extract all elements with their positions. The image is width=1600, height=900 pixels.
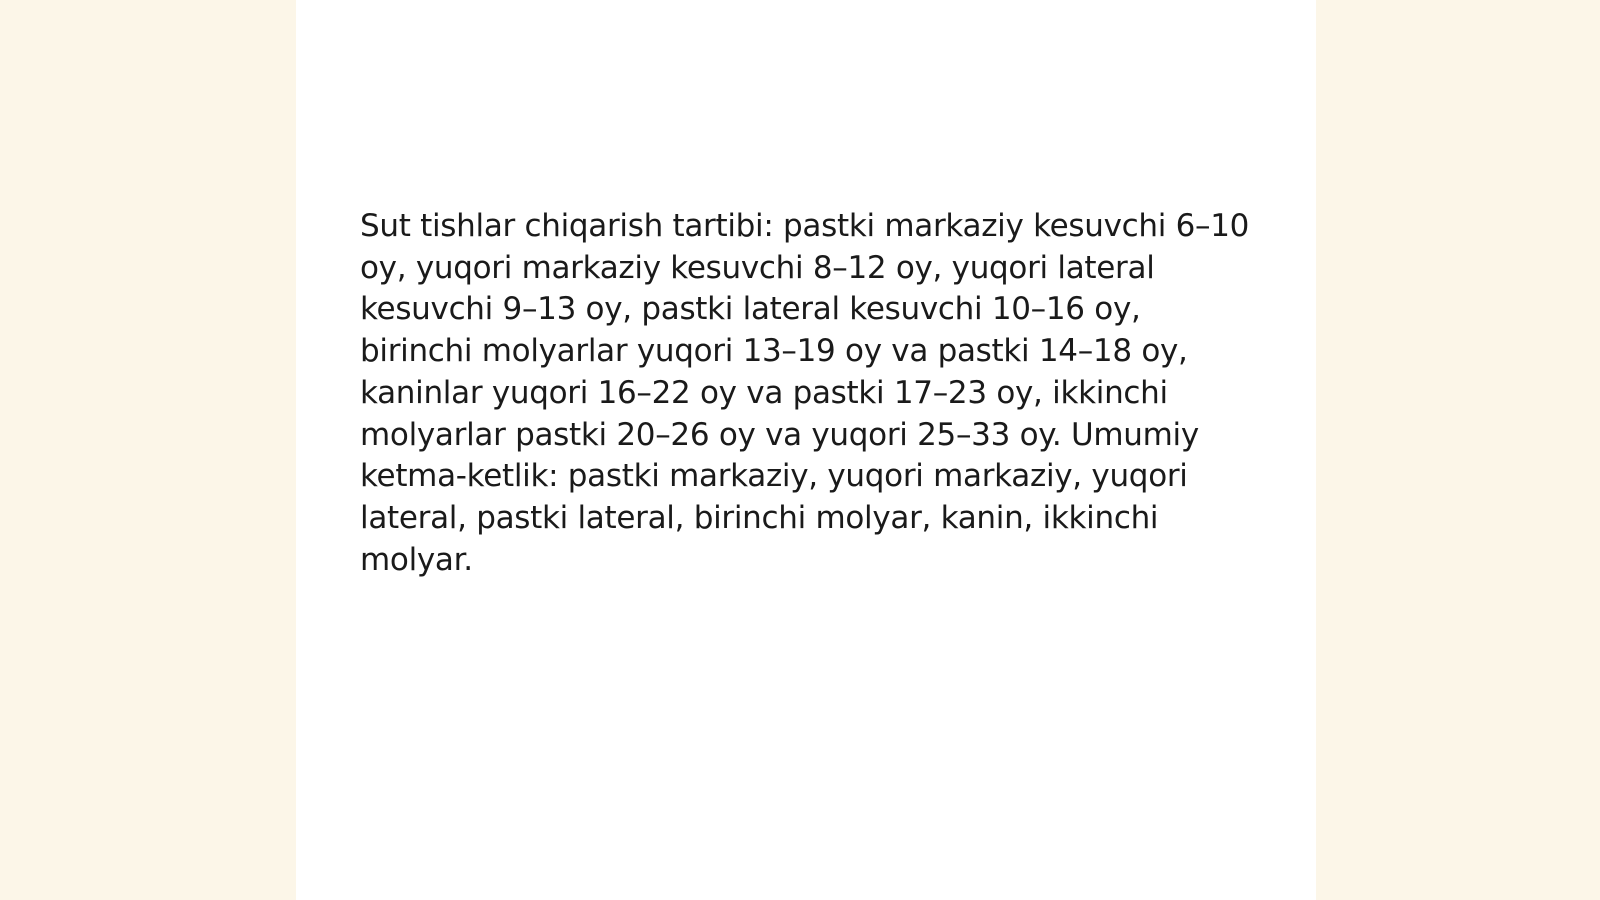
slide-canvas [296,0,1316,900]
slide-body-text: Sut tishlar chiqarish tartibi: pastki markaziy kesuvchi 6–10 oy, yuqori markaziy kesuvchi 8–12 oy, yuqori lateral kesuvchi 9–13 oy, pastki lateral kesuvchi 10–16 oy, birinchi molyarlar yuqori 13–19 oy va pastki 14–18 oy, kaninlar yuqori 16–22 oy va pastki 17–23 oy, ikkinchi molyarlar pastki 20–26 oy va yuqori 25–33 oy. Umumiy ketma-ketlik: pastki markaziy, yuqori markaziy, yuqori lateral, pastki lateral, birinchi molyar, kanin, ikkinchi molyar. [360,208,1250,578]
